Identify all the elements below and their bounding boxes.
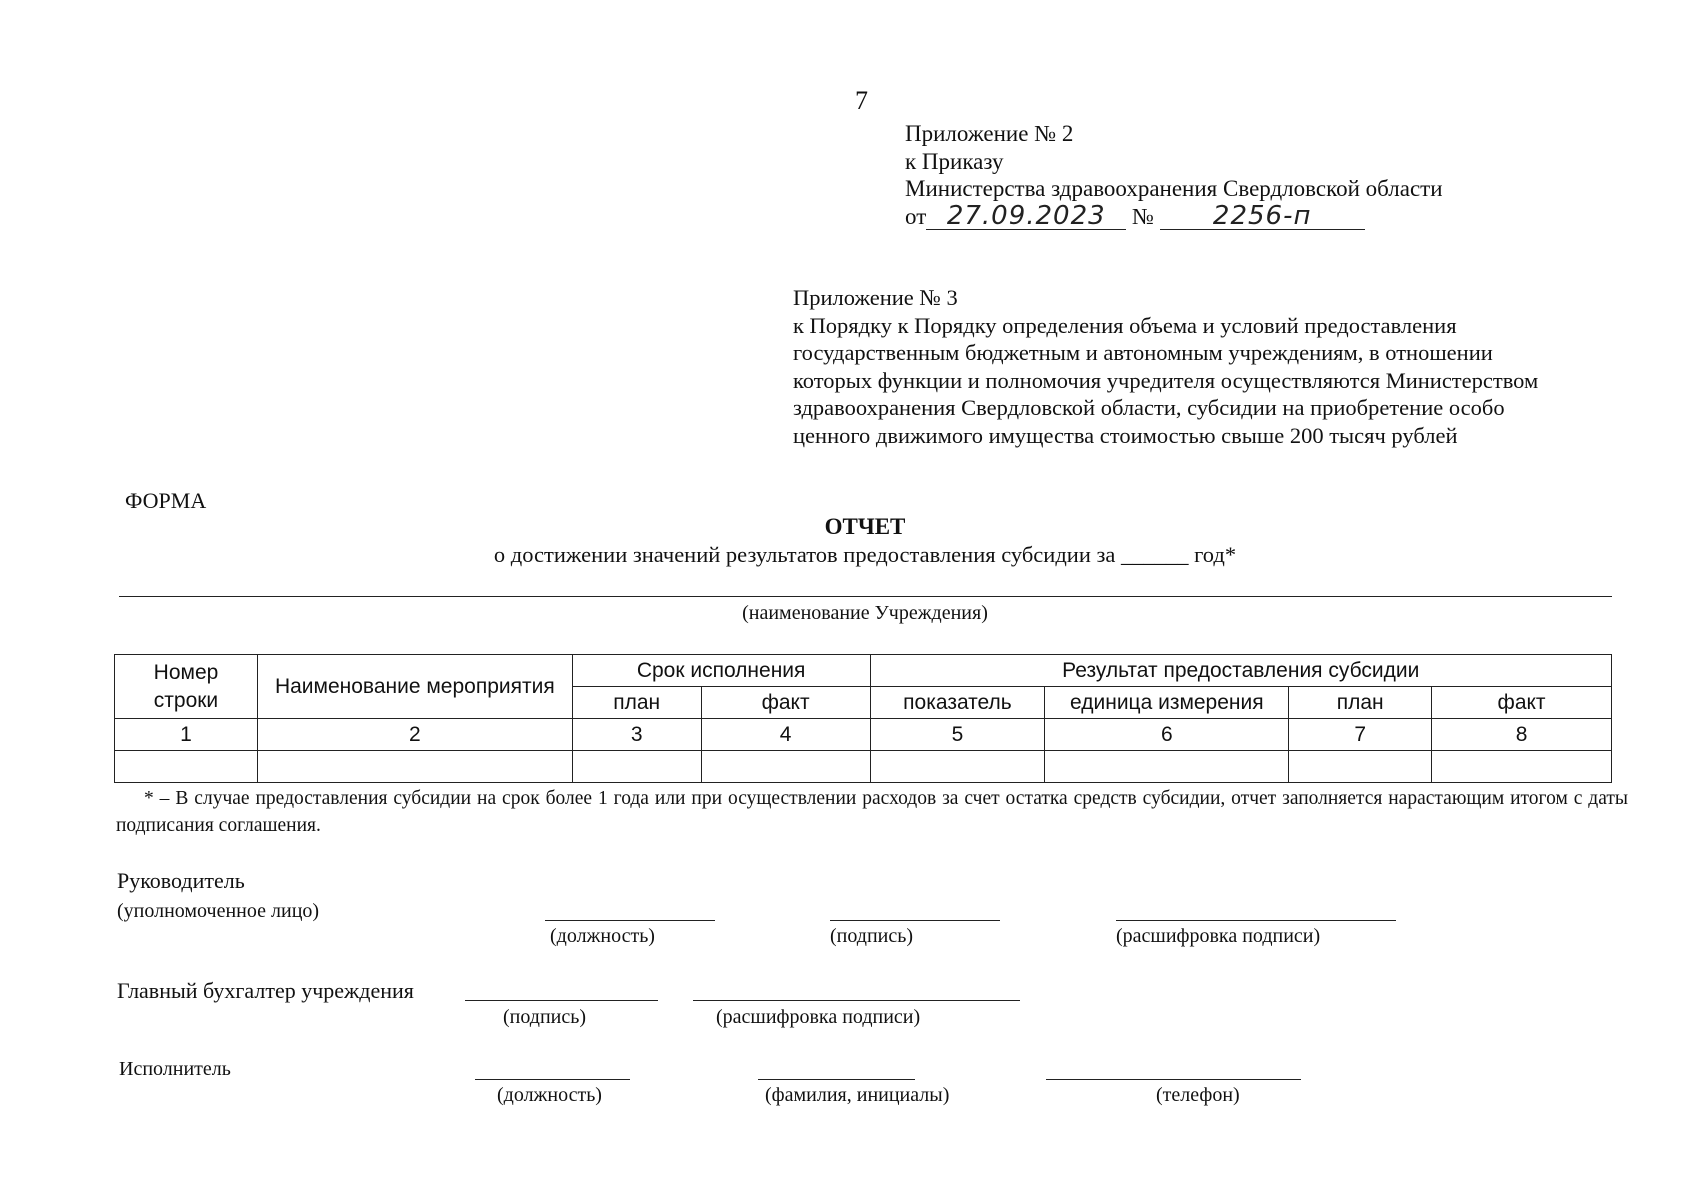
executor-name-line[interactable] xyxy=(758,1079,915,1080)
col-number-4: 4 xyxy=(701,719,870,751)
appendix-3-header xyxy=(793,284,1538,450)
executor-title: Исполнитель xyxy=(119,1058,231,1080)
chief-accountant-title: Главный бухгалтер учреждения xyxy=(117,978,414,1003)
head-decoding-line[interactable] xyxy=(1116,920,1396,921)
col-number-2: 2 xyxy=(257,719,572,751)
head-signature-caption: (подпись) xyxy=(830,925,914,947)
appendix-3-line6: ценного движимого имущества стоимостью свыше 200 тысяч рублей xyxy=(793,422,1458,448)
header-term: Срок исполнения xyxy=(572,655,870,687)
empty-cell[interactable] xyxy=(1289,751,1432,783)
header-plan: план xyxy=(572,687,701,719)
institution-label: (наименование Учреждения) xyxy=(742,602,988,624)
table-row-empty xyxy=(115,751,1612,783)
footnote: * – В случае предоставления субсидии на срок более 1 года или при осуществлении расходов за счет остатка средств субсидии, отчет заполняется нарастающим итогом с даты подписания соглашения. xyxy=(116,788,1628,836)
executor-position-line[interactable] xyxy=(475,1079,630,1080)
appendix-3-line2: к Порядку к Порядку определения объема и условий предоставления xyxy=(793,312,1457,338)
form-label: ФОРМА xyxy=(125,488,207,513)
head-signature-line[interactable] xyxy=(830,920,1000,921)
header-event-name: Наименование мероприятия xyxy=(257,655,572,719)
appendix-3-line3: государственным бюджетным и автономным учреждениям, в отношении xyxy=(793,340,1493,366)
appendix-2-line2: к Приказу xyxy=(905,148,1004,174)
page-number: 7 xyxy=(855,86,868,115)
empty-cell[interactable] xyxy=(572,751,701,783)
appendix-3-line4: которых функции и полномочия учредителя осуществляются Министерством xyxy=(793,367,1539,393)
order-date: 27.09.2023 xyxy=(926,203,1126,230)
executor-name-caption: (фамилия, инициалы) xyxy=(765,1084,950,1106)
head-position-line[interactable] xyxy=(545,920,715,921)
appendix-2-date-line xyxy=(905,200,1443,231)
order-number: 2256-п xyxy=(1160,203,1365,230)
header-plan-2: план xyxy=(1289,687,1432,719)
report-table xyxy=(114,654,1612,783)
report-subtitle: о достижении значений результатов предоставления субсидии за ______ год* xyxy=(493,542,1237,567)
from-prefix: от xyxy=(905,203,927,229)
chief-signature-caption: (подпись) xyxy=(503,1006,587,1028)
appendix-3-line5: здравоохранения Свердловской области, субсидии на приобретение особо xyxy=(793,395,1505,421)
header-result: Результат предоставления субсидии xyxy=(870,655,1612,687)
number-sign: № xyxy=(1132,203,1154,229)
chief-decoding-line[interactable] xyxy=(693,1000,1020,1001)
institution-name-line xyxy=(119,596,1612,597)
chief-signature-line[interactable] xyxy=(465,1000,658,1001)
executor-position-caption: (должность) xyxy=(497,1084,602,1106)
appendix-2-line3: Министерства здравоохранения Свердловской области xyxy=(905,176,1443,201)
chief-decoding-caption: (расшифровка подписи) xyxy=(716,1006,921,1028)
empty-cell[interactable] xyxy=(701,751,870,783)
header-unit: единица измерения xyxy=(1045,687,1289,719)
header-row-number: Номер строки xyxy=(115,655,258,719)
head-subtitle: (уполномоченное лицо) xyxy=(117,900,320,922)
empty-cell[interactable] xyxy=(1432,751,1612,783)
header-fact: факт xyxy=(701,687,870,719)
table-header-row-1 xyxy=(115,655,1612,687)
col-number-7: 7 xyxy=(1289,719,1432,751)
col-number-6: 6 xyxy=(1045,719,1289,751)
executor-phone-caption: (телефон) xyxy=(1156,1084,1240,1106)
empty-cell[interactable] xyxy=(1045,751,1289,783)
head-title: Руководитель xyxy=(117,868,245,893)
header-indicator: показатель xyxy=(870,687,1045,719)
report-title: ОТЧЕТ xyxy=(824,514,906,539)
column-number-row xyxy=(115,719,1612,751)
header-fact-2: факт xyxy=(1432,687,1612,719)
empty-cell[interactable] xyxy=(870,751,1045,783)
appendix-2-line1: Приложение № 2 xyxy=(905,121,1074,146)
col-number-8: 8 xyxy=(1432,719,1612,751)
appendix-2-header xyxy=(905,120,1443,230)
empty-cell[interactable] xyxy=(115,751,258,783)
head-decoding-caption: (расшифровка подписи) xyxy=(1116,925,1321,947)
col-number-5: 5 xyxy=(870,719,1045,751)
head-position-caption: (должность) xyxy=(550,925,655,947)
executor-phone-line[interactable] xyxy=(1046,1079,1301,1080)
empty-cell[interactable] xyxy=(257,751,572,783)
appendix-3-line1: Приложение № 3 xyxy=(793,285,958,310)
col-number-3: 3 xyxy=(572,719,701,751)
col-number-1: 1 xyxy=(115,719,258,751)
